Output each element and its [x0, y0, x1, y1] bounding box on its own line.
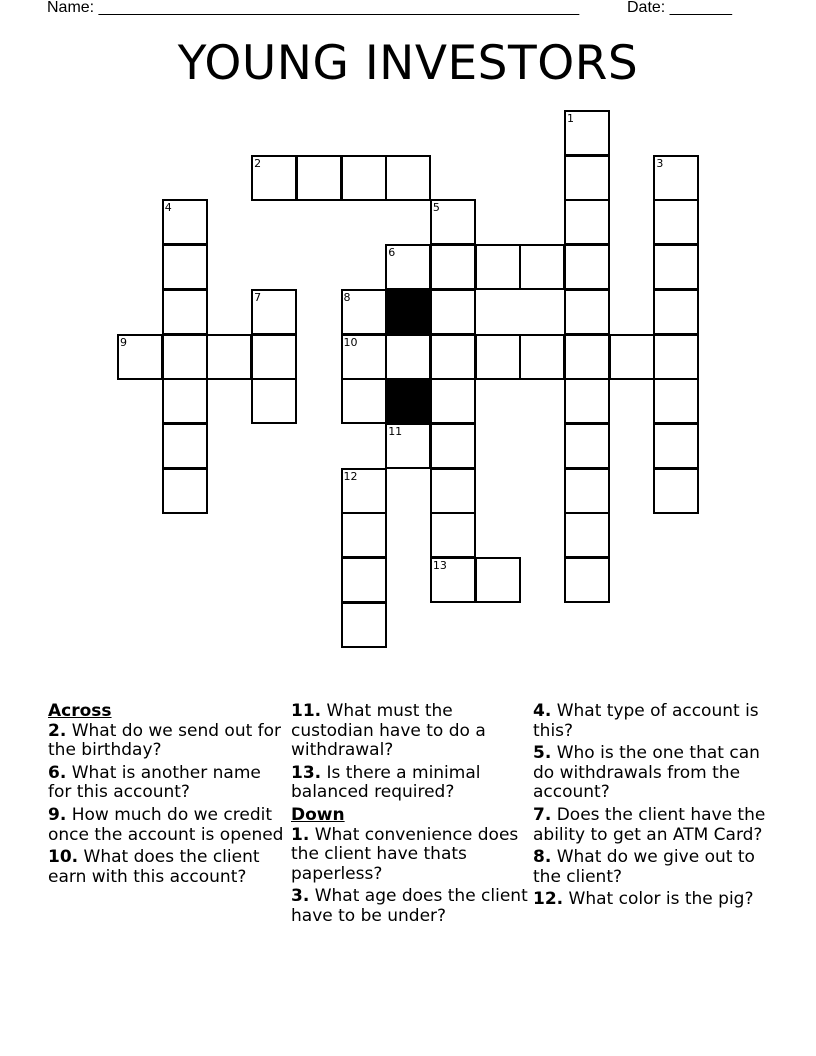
crossword-cell[interactable] [251, 155, 297, 201]
crossword-cell[interactable] [341, 289, 387, 335]
clue-number: 3. [291, 886, 310, 907]
crossword-cell[interactable] [475, 557, 521, 603]
clue-down-8 [533, 848, 773, 887]
clue-number-label: 4 [164, 201, 172, 215]
crossword-cell[interactable] [564, 512, 610, 558]
clue-across-6 [48, 764, 288, 803]
crossword-cell[interactable] [430, 199, 476, 245]
clue-number: 7. [533, 804, 552, 825]
clue-number-label: 8 [343, 290, 351, 304]
clue-text: What does the client earn with this account? [48, 847, 260, 887]
clue-text: What age does the client have to be under? [291, 886, 528, 926]
crossword-cell[interactable] [564, 110, 610, 156]
crossword-cell[interactable] [564, 289, 610, 335]
crossword-cell[interactable] [430, 468, 476, 514]
clue-number: 13. [291, 762, 322, 783]
crossword-cell[interactable] [296, 155, 342, 201]
crossword-cell[interactable] [117, 334, 163, 380]
page-title: YOUNG INVESTORS [177, 36, 639, 91]
crossword-cell[interactable] [385, 423, 431, 469]
clue-text: What do we send out for the birthday? [48, 720, 282, 761]
crossword-cell[interactable] [341, 378, 387, 424]
crossword-cell[interactable] [341, 557, 387, 603]
clue-number: 4. [533, 701, 552, 721]
crossword-cell[interactable] [430, 244, 476, 290]
clue-down-5 [533, 744, 773, 803]
clue-column-3 [533, 702, 773, 913]
clue-number-label: 7 [254, 290, 262, 304]
crossword-cell[interactable] [475, 334, 521, 380]
clue-number-label: 13 [432, 559, 447, 572]
clue-down-1 [291, 826, 531, 885]
crossword-cell[interactable] [653, 155, 699, 201]
crossword-cell[interactable] [475, 244, 521, 290]
crossword-cell[interactable] [206, 334, 252, 380]
clue-column-1 [48, 702, 288, 890]
crossword-cell[interactable] [341, 468, 387, 514]
clue-text: Who is the one that can do withdrawals from the account? [533, 743, 760, 803]
clue-number: 6. [48, 762, 67, 783]
clue-number-label: 12 [343, 469, 358, 483]
clue-number-label: 11 [388, 424, 403, 438]
crossword-cell[interactable] [564, 468, 610, 514]
crossword-cell[interactable] [430, 289, 476, 335]
clue-number: 9. [48, 804, 67, 825]
crossword-black-cell [385, 378, 431, 424]
clue-across-2 [48, 722, 288, 761]
crossword-cell[interactable] [162, 334, 208, 380]
clue-number-label: 2 [254, 156, 262, 170]
crossword-cell[interactable] [564, 244, 610, 290]
clue-down-7 [533, 806, 773, 845]
crossword-cell[interactable] [162, 289, 208, 335]
crossword-cell[interactable] [519, 334, 565, 380]
clue-number: 12. [533, 889, 564, 910]
clue-number: 10. [48, 847, 79, 868]
crossword-cell[interactable] [609, 334, 655, 380]
clue-down-12 [533, 890, 773, 910]
crossword-cell[interactable] [162, 378, 208, 424]
crossword-cell[interactable] [653, 468, 699, 514]
crossword-cell[interactable] [430, 512, 476, 558]
clue-text: What color is the pig? [568, 889, 754, 910]
clue-text: What is another name for this account? [48, 762, 261, 803]
crossword-cell[interactable] [385, 334, 431, 380]
crossword-cell[interactable] [564, 334, 610, 380]
crossword-cell[interactable] [519, 244, 565, 290]
clue-column-2 [291, 702, 531, 930]
clue-number: 8. [533, 847, 552, 868]
clue-number-label: 3 [656, 156, 664, 170]
crossword-cell[interactable] [385, 244, 431, 290]
down-heading: Down [291, 804, 345, 825]
crossword-cell[interactable] [341, 334, 387, 380]
crossword-cell[interactable] [162, 468, 208, 514]
crossword-cell[interactable] [653, 244, 699, 290]
clue-text: Does the client have the ability to get an ATM Card? [533, 804, 766, 845]
clue-across-11 [291, 702, 531, 761]
crossword-cell[interactable] [653, 378, 699, 424]
clue-across-10 [48, 848, 288, 887]
clue-text: How much do we credit once the account is opened [48, 804, 284, 845]
crossword-cell[interactable] [653, 423, 699, 469]
crossword-cell[interactable] [564, 199, 610, 245]
crossword-cell[interactable] [564, 423, 610, 469]
clue-across-9 [48, 806, 288, 845]
crossword-cell[interactable] [341, 155, 387, 201]
clue-text: Is there a minimal balanced required? [291, 762, 481, 803]
clue-number-label: 6 [388, 246, 396, 260]
crossword-cell[interactable] [251, 378, 297, 424]
clue-text: What convenience does the client have thats paperless? [291, 824, 519, 884]
crossword-cell[interactable] [653, 289, 699, 335]
clue-number-label: 10 [343, 335, 358, 349]
crossword-cell[interactable] [430, 334, 476, 380]
crossword-cell[interactable] [564, 378, 610, 424]
clue-number: 5. [533, 743, 552, 764]
crossword-cell[interactable] [162, 244, 208, 290]
crossword-cell[interactable] [430, 423, 476, 469]
clue-across-13 [291, 764, 531, 803]
clue-text: What do we give out to the client? [533, 847, 755, 887]
clue-down-4 [533, 702, 773, 741]
crossword-cell[interactable] [564, 557, 610, 603]
crossword-cell[interactable] [430, 557, 476, 603]
clue-number: 11. [291, 701, 322, 721]
crossword-cell[interactable] [162, 199, 208, 245]
crossword-cell[interactable] [653, 199, 699, 245]
crossword-cell[interactable] [341, 602, 387, 648]
clue-number-label: 9 [120, 335, 127, 349]
name-field-label: Name: ______________________________________________________ [47, 0, 580, 16]
crossword-cell[interactable] [385, 155, 431, 201]
crossword-cell[interactable] [653, 334, 699, 380]
crossword-cell[interactable] [251, 334, 297, 380]
crossword-cell[interactable] [341, 512, 387, 558]
crossword-cell[interactable] [251, 289, 297, 335]
clue-text: What must the custodian have to do a withdrawal? [291, 701, 486, 761]
clue-text: What type of account is this? [533, 701, 759, 741]
clue-number: 1. [291, 824, 310, 845]
clue-number-label: 5 [432, 201, 440, 215]
crossword-black-cell [385, 289, 431, 335]
crossword-cell[interactable] [564, 155, 610, 201]
crossword-cell[interactable] [162, 423, 208, 469]
crossword-cell[interactable] [430, 378, 476, 424]
clue-number: 2. [48, 720, 67, 741]
date-field-label: Date: _______ [627, 0, 732, 16]
clue-down-3 [291, 887, 531, 926]
clue-number-label: 1 [567, 112, 574, 125]
across-heading: Across [48, 701, 112, 721]
